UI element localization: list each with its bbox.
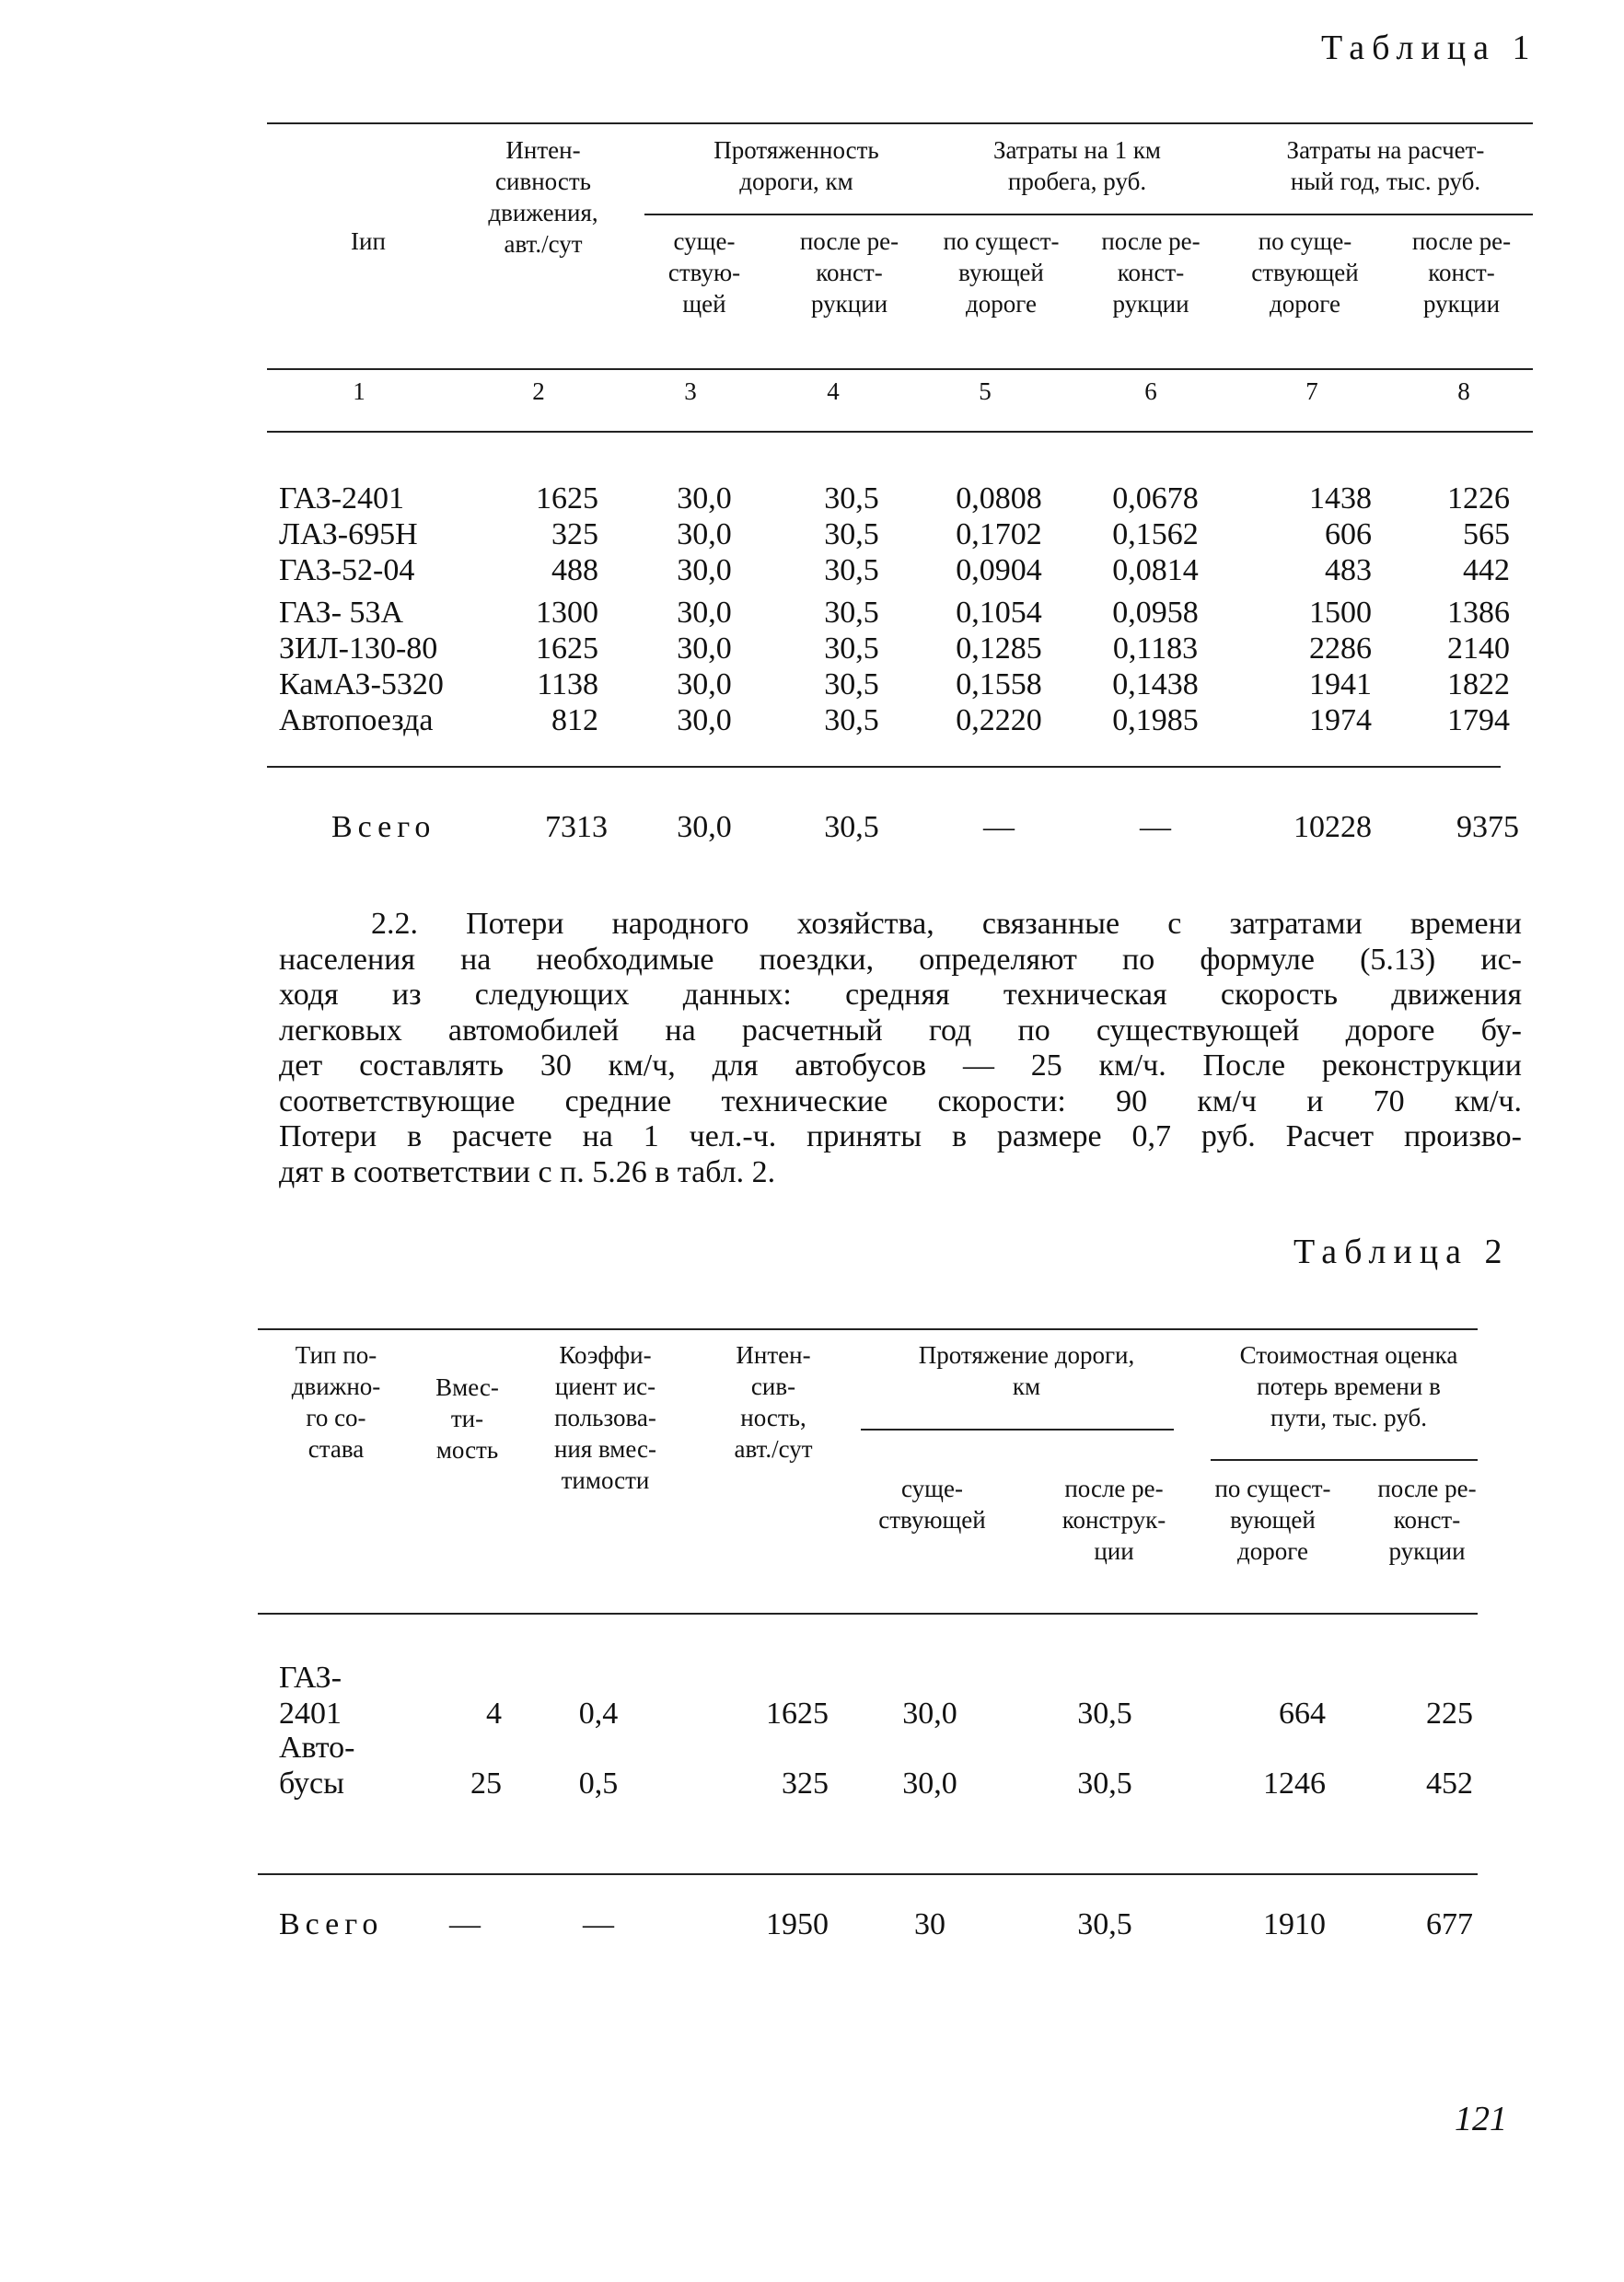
table1-header-length-after: после ре- конст- рукции [799, 227, 899, 318]
table1-row-type: ГАЗ-2401 [279, 481, 405, 515]
table1-cell: 1625 [536, 481, 598, 515]
paragraph-line: населения на необходимые поездки, определяют по формуле (5.13) ис- [279, 942, 1522, 977]
table2-header-capacity: Вмес- ти- мость [435, 1373, 499, 1464]
table1-cell: 30,0 [677, 703, 732, 737]
table1-header-cost-year: Затраты на расчет- ный год, тыс. руб. [1286, 136, 1485, 195]
table1-cell: 1438 [1309, 481, 1372, 515]
table1-cell: 565 [1463, 517, 1510, 551]
table2-total-rule [258, 1873, 1478, 1875]
table2-top-rule [258, 1328, 1478, 1330]
table1-cell: 0,0678 [1112, 481, 1199, 515]
table1-row-type: ЛАЗ-695Н [279, 517, 418, 551]
table1-header-cost-year-after: после ре- конст- рукции [1411, 227, 1512, 318]
table2-header-coef: Коэффи- циент ис- пользова- ния вмес- тимости [553, 1341, 657, 1494]
table1-colnum: 2 [532, 377, 545, 405]
table1-colnum: 7 [1305, 377, 1318, 405]
table2-header-type: Тип по- движно- го со- става [291, 1341, 381, 1463]
table1-colnum: 8 [1457, 377, 1470, 405]
table1-header-length: Протяженность дороги, км [713, 136, 879, 195]
table1-cell: 488 [551, 553, 598, 587]
table1-row-type: ГАЗ- 53А [279, 596, 404, 630]
table1-cell: 30,5 [824, 596, 879, 630]
table1-colnum-rule [267, 431, 1533, 433]
table1-cell: 0,1183 [1112, 631, 1199, 666]
table2-header-length-after: после ре- конструк- ции [1061, 1475, 1166, 1565]
table2-total-label: Всего [279, 1907, 384, 1941]
table1-cell: 1974 [1309, 703, 1372, 737]
table1-row-type: КамАЗ-5320 [279, 667, 444, 701]
table1-cell: 30,0 [677, 596, 732, 630]
table1-subheader-rule [644, 214, 1533, 215]
table2-header-length-existing: суще- ствующей [878, 1475, 986, 1534]
table1-cell: 1300 [536, 596, 598, 630]
table2-header-intensity: Интен- сив- ность, авт./сут [734, 1341, 813, 1463]
table1-caption: Таблица 1 [1321, 29, 1537, 67]
table1-cell: 30,5 [824, 631, 879, 666]
table2-cell: 30,5 [1077, 1767, 1132, 1801]
table1-cell: 30,5 [824, 703, 879, 737]
paragraph-line: дят в соответствии с п. 5.26 в табл. 2. [279, 1154, 776, 1189]
table1-top-rule [267, 122, 1533, 124]
table1-cell: 1138 [537, 667, 598, 701]
table1-header-cost-km-after: после ре- конст- рукции [1101, 227, 1201, 318]
table1-total-cell: — [1140, 810, 1171, 844]
table2-row-type: бусы [279, 1767, 344, 1801]
table2-length-subrule [861, 1429, 1174, 1431]
table2-row-type: 2401 [279, 1697, 342, 1731]
table1-colnum: 1 [353, 377, 365, 405]
table2-total-cell: 1910 [1263, 1907, 1326, 1941]
table1-cell: 0,0958 [1112, 596, 1199, 630]
table2-cell: 0,4 [578, 1697, 619, 1731]
table1-cell: 0,0904 [956, 553, 1042, 587]
table2-cell: 4 [486, 1697, 502, 1731]
table1-cell: 1794 [1447, 703, 1510, 737]
table1-total-label: Всего [331, 810, 436, 844]
table1-cell: 30,5 [824, 481, 879, 515]
table2-header-bottom-rule [258, 1613, 1478, 1615]
table1-row-type: Автопоезда [279, 703, 434, 737]
table2-total-cell: — [449, 1907, 481, 1941]
paragraph-line: дет составлять 30 км/ч, для автобусов — 25 км/ч. После реконструкции [279, 1048, 1522, 1083]
paragraph-line: ходя из следующих данных: средняя техническая скорость движения [279, 978, 1522, 1012]
table2-cell: 30,0 [902, 1697, 957, 1731]
table2-cell: 225 [1426, 1697, 1473, 1731]
table2-cell: 452 [1426, 1767, 1473, 1801]
table1-header-cost-km: Затраты на 1 км пробега, руб. [992, 136, 1162, 195]
table1-cell: 2286 [1309, 631, 1372, 666]
table2-cell: 1625 [766, 1697, 829, 1731]
table2-cell: 0,5 [578, 1767, 619, 1801]
table1-colnum: 6 [1144, 377, 1157, 405]
table1-cell: 0,1054 [956, 596, 1042, 630]
paragraph-line: Потери в расчете на 1 чел.-ч. приняты в размере 0,7 руб. Расчет произво- [279, 1119, 1522, 1153]
table1-cell: 30,0 [677, 517, 732, 551]
table1-header-cost-year-existing: по суще- ствующей дороге [1251, 227, 1359, 318]
table1-cell: 0,1285 [956, 631, 1042, 666]
table2-total-cell: 30 [914, 1907, 945, 1941]
table1-cell: 0,1562 [1112, 517, 1199, 551]
table2-cell: 30,5 [1077, 1697, 1132, 1731]
table1-cell: 30,0 [677, 553, 732, 587]
table1-cell: 0,0808 [956, 481, 1042, 515]
table1-header-length-existing: суще- ствую- щей [667, 227, 741, 318]
table1-cell: 0,1985 [1112, 703, 1199, 737]
table1-colnum: 3 [684, 377, 697, 405]
table1-cell: 1625 [536, 631, 598, 666]
table1-total-cell: 30,0 [677, 810, 732, 844]
table1-cell: 0,1558 [956, 667, 1042, 701]
table1-cell: 483 [1325, 553, 1372, 587]
table2-total-cell: 677 [1426, 1907, 1473, 1941]
table1-cell: 0,2220 [956, 703, 1042, 737]
table2-cell: 30,0 [902, 1767, 957, 1801]
table1-cell: 30,5 [824, 517, 879, 551]
table2-cell: 664 [1279, 1697, 1326, 1731]
table1-row-type: ГАЗ-52-04 [279, 553, 415, 587]
table1-colnum: 4 [827, 377, 840, 405]
table1-header-cost-km-existing: по сущест- вующей дороге [943, 227, 1060, 318]
table1-cell: 1822 [1447, 667, 1510, 701]
table1-total-rule [267, 766, 1501, 768]
table1-cell: 30,5 [824, 553, 879, 587]
table2-cell: 325 [782, 1767, 829, 1801]
table1-cell: 325 [551, 517, 598, 551]
table1-header-bottom-rule [267, 368, 1533, 370]
table1-cell: 1500 [1309, 596, 1372, 630]
table2-row-type: ГАЗ- [279, 1661, 342, 1695]
table2-header-value: Стоимостная оценка потерь времени в пути, тыс. руб. [1239, 1341, 1458, 1431]
table2-header-value-existing: по сущест- вующей дороге [1214, 1475, 1331, 1565]
page-number: 121 [1455, 2100, 1507, 2138]
table2-header-length: Протяжение дороги, км [918, 1341, 1135, 1400]
table1-total-cell: 10228 [1293, 810, 1372, 844]
table1-cell: 1941 [1309, 667, 1372, 701]
table2-header-value-after: после ре- конст- рукции [1377, 1475, 1477, 1565]
table1-header-intensity: Интен- сивность движения, авт./сут [488, 136, 598, 258]
table2-total-cell: 30,5 [1077, 1907, 1132, 1941]
table1-cell: 1226 [1447, 481, 1510, 515]
table1-cell: 1386 [1447, 596, 1510, 630]
table1-row-type: ЗИЛ-130-80 [279, 631, 438, 666]
table1-cell: 30,0 [677, 631, 732, 666]
table2-value-subrule [1211, 1459, 1478, 1461]
table1-cell: 606 [1325, 517, 1372, 551]
table1-cell: 0,0814 [1112, 553, 1199, 587]
table1-cell: 812 [551, 703, 598, 737]
table1-total-cell: — [983, 810, 1015, 844]
paragraph-line: соответствующие средние технические скорости: 90 км/ч и 70 км/ч. [279, 1083, 1522, 1118]
body-paragraph [279, 907, 1522, 1190]
table1-cell: 0,1438 [1112, 667, 1199, 701]
table2-total-cell: 1950 [766, 1907, 829, 1941]
table1-total-cell: 30,5 [824, 810, 879, 844]
table2-row-type: Авто- [279, 1731, 355, 1765]
table1-total-cell: 9375 [1456, 810, 1519, 844]
table1-header-type: Іип [351, 227, 386, 255]
table1-cell: 30,0 [677, 481, 732, 515]
paragraph-line: 2.2. Потери народного хозяйства, связанные с затратами времени [371, 907, 1522, 941]
table1-cell: 0,1702 [956, 517, 1042, 551]
table1-cell: 30,5 [824, 667, 879, 701]
paragraph-line: легковых автомобилей на расчетный год по существующей дороге бу- [279, 1013, 1522, 1048]
table2-caption: Таблица 2 [1293, 1233, 1510, 1271]
table1-colnum: 5 [979, 377, 992, 405]
table1-cell: 2140 [1447, 631, 1510, 666]
table2-cell: 25 [470, 1767, 502, 1801]
table1-cell: 30,0 [677, 667, 732, 701]
table1-total-cell: 7313 [545, 810, 608, 844]
table2-total-cell: — [583, 1907, 614, 1941]
table2-cell: 1246 [1263, 1767, 1326, 1801]
table1-cell: 442 [1463, 553, 1510, 587]
